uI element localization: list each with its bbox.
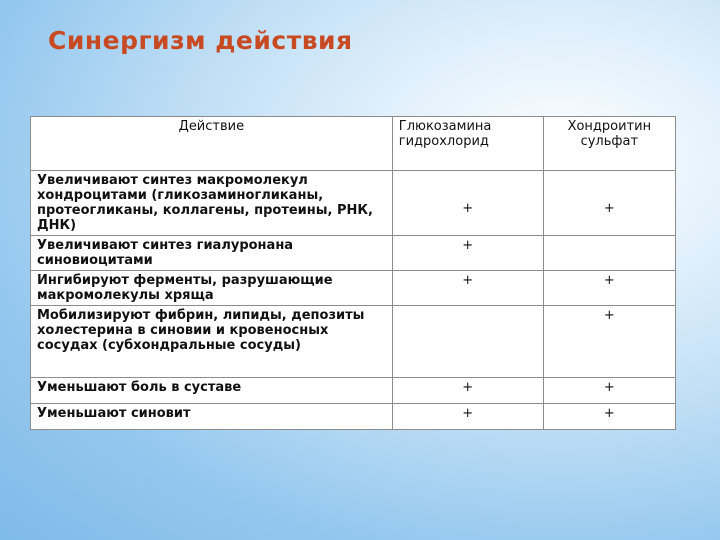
synergy-table [30, 116, 676, 430]
chondroitin-mark: + [543, 171, 675, 236]
action-cell: Уменьшают синовит [31, 404, 393, 430]
table-row [31, 271, 676, 306]
glucosamine-mark: + [392, 404, 543, 430]
header-glucosamine: Глюкозамина гидрохлорид [392, 117, 543, 171]
table-header-row [31, 117, 676, 171]
chondroitin-mark: + [543, 378, 675, 404]
chondroitin-mark: + [543, 271, 675, 306]
action-cell: Ингибируют ферменты, разрушающие макромолекулы хряща [31, 271, 393, 306]
table-row [31, 404, 676, 430]
action-cell: Увеличивают синтез гиалуронана синовиоцитами [31, 236, 393, 271]
action-cell: Мобилизируют фибрин, липиды, депозиты холестерина в синовии и кровеносных сосудах (субхондральные сосуды) [31, 306, 393, 378]
chondroitin-mark: + [543, 306, 675, 378]
table-row [31, 306, 676, 378]
page-title: Синергизм действия [48, 26, 353, 55]
table-row [31, 236, 676, 271]
glucosamine-mark [392, 306, 543, 378]
chondroitin-mark [543, 236, 675, 271]
glucosamine-mark: + [392, 171, 543, 236]
action-cell: Уменьшают боль в суставе [31, 378, 393, 404]
table-row [31, 171, 676, 236]
header-action: Действие [31, 117, 393, 171]
action-cell: Увеличивают синтез макромолекул хондроцитами (гликозаминогликаны, протеогликаны, коллагены, протеины, РНК, ДНК) [31, 171, 393, 236]
glucosamine-mark: + [392, 236, 543, 271]
chondroitin-mark: + [543, 404, 675, 430]
glucosamine-mark: + [392, 271, 543, 306]
table-row [31, 378, 676, 404]
glucosamine-mark: + [392, 378, 543, 404]
header-chondroitin: Хондроитин сульфат [543, 117, 675, 171]
